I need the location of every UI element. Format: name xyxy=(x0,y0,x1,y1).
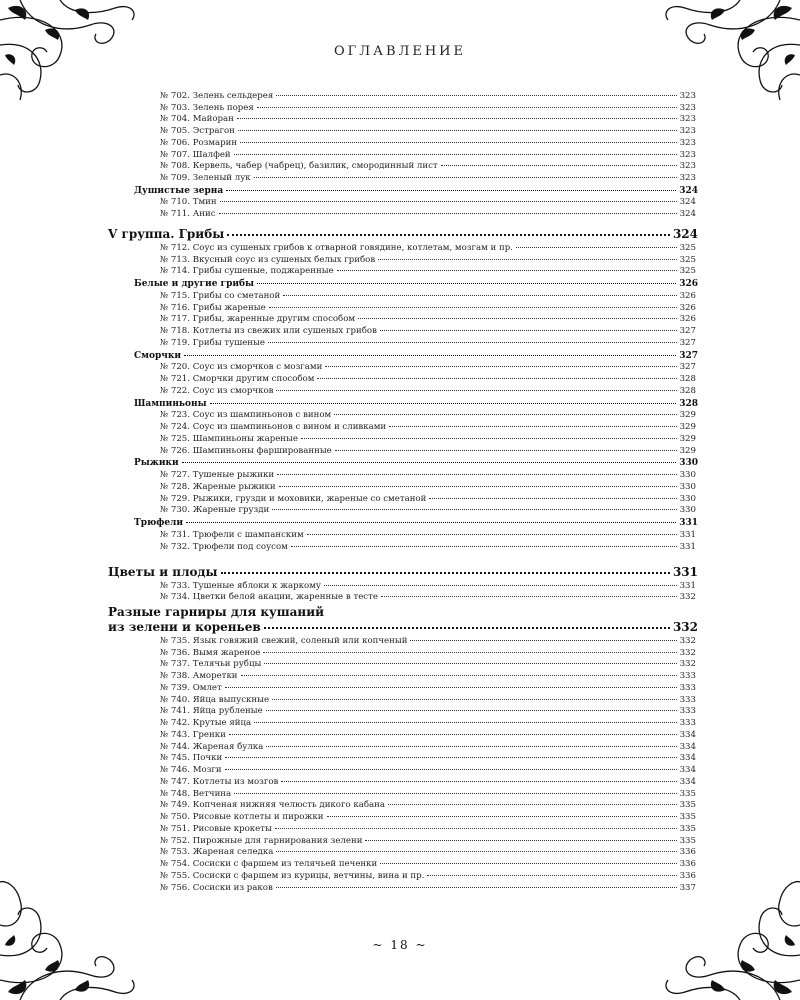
dot-leader xyxy=(283,295,676,296)
toc-entry xyxy=(160,836,696,846)
dot-leader xyxy=(279,486,677,487)
toc-entry xyxy=(160,326,696,336)
dot-leader xyxy=(325,366,676,367)
dot-leader xyxy=(301,438,677,439)
toc-entry-title: Шампиньоны xyxy=(134,398,207,409)
toc-entry-title: Душистые зерна xyxy=(134,185,224,196)
toc-page-number: 328 xyxy=(679,374,696,384)
toc-entry-title: № 711. Анис xyxy=(160,209,216,219)
toc-page-number: 323 xyxy=(679,172,696,183)
toc-entry xyxy=(160,542,696,552)
toc-entry-title: Трюфели xyxy=(134,518,184,528)
toc-page-number: 337 xyxy=(679,882,696,893)
toc-entry xyxy=(160,173,696,183)
dot-leader xyxy=(337,270,677,271)
toc-entry xyxy=(160,291,696,301)
dot-leader xyxy=(186,522,676,523)
dot-leader xyxy=(264,663,676,664)
dot-leader xyxy=(221,572,670,574)
toc-entry-title: № 752. Пирожные для гарнирования зелени xyxy=(160,835,363,846)
toc-entry xyxy=(160,636,696,646)
toc-entry xyxy=(160,847,696,857)
dot-leader xyxy=(276,851,676,852)
dot-leader xyxy=(225,757,676,758)
toc-entry xyxy=(160,671,696,681)
toc-entry-title: № 707. Шалфей xyxy=(160,149,231,160)
toc-page-number: 324 xyxy=(672,227,698,241)
toc-subsection xyxy=(134,186,698,196)
toc-entry-title: № 738. Аморетки xyxy=(160,671,238,681)
toc-entry-title: № 720. Соус из сморчков с мозгами xyxy=(160,362,323,373)
toc-entry-title: № 712. Соус из сушеных грибов к отварной говядине, котлетам, мозгам и пр. xyxy=(160,242,513,253)
dot-leader xyxy=(264,627,670,629)
toc-entry xyxy=(160,103,696,113)
toc-entry-title: № 746. Мозги xyxy=(160,765,222,775)
dot-leader xyxy=(254,177,677,178)
toc-page-number: 326 xyxy=(679,279,698,289)
toc-page-number: 324 xyxy=(679,185,698,196)
dot-leader xyxy=(380,863,676,864)
toc-entry-title: № 740. Яйца выпускные xyxy=(160,694,270,705)
toc-entry-title: № 755. Сосиски с фаршем из курицы, ветчины, вина и пр. xyxy=(160,870,425,881)
corner-ornament-bottom-left xyxy=(0,870,140,1000)
dot-leader xyxy=(380,330,677,331)
toc-entry xyxy=(160,303,696,313)
dot-leader xyxy=(237,118,677,119)
toc-page-number: 324 xyxy=(679,209,696,219)
toc-entry xyxy=(160,800,696,810)
dot-leader xyxy=(263,652,676,653)
dot-leader xyxy=(275,828,677,829)
toc-page-number: 332 xyxy=(679,647,696,658)
toc-page-number: 331 xyxy=(672,565,698,579)
dot-leader xyxy=(429,498,676,499)
toc-page-number: 329 xyxy=(679,433,696,444)
toc-entry-title: № 718. Котлеты из свежих или сушеных грибов xyxy=(160,326,377,336)
toc-entry-title: № 715. Грибы со сметаной xyxy=(160,290,281,301)
toc-entry xyxy=(160,362,696,372)
toc-entry xyxy=(160,859,696,869)
dot-leader xyxy=(227,234,670,236)
toc-entry xyxy=(160,255,696,265)
toc-entry-title: № 727. Тушеные рыжики xyxy=(160,470,275,480)
toc-entry-title: № 721. Сморчки другим способом xyxy=(160,374,315,384)
toc-subsection xyxy=(134,279,698,289)
toc-entry-title: № 714. Грибы сушеные, поджаренные xyxy=(160,266,334,277)
toc-entry xyxy=(160,683,696,693)
toc-entry xyxy=(160,314,696,324)
dot-leader xyxy=(281,781,676,782)
toc-entry xyxy=(160,659,696,669)
dot-leader xyxy=(291,546,677,547)
dot-leader xyxy=(220,201,677,202)
dot-leader xyxy=(276,390,676,391)
toc-entry xyxy=(160,161,696,171)
toc-entry xyxy=(160,410,696,420)
toc-entry xyxy=(160,765,696,775)
dot-leader xyxy=(234,154,677,155)
toc-entry-title: № 732. Трюфели под соусом xyxy=(160,541,288,552)
toc-page-number: 336 xyxy=(679,870,696,881)
toc-page-number: 328 xyxy=(679,398,698,409)
toc-page-number: 325 xyxy=(679,254,696,265)
toc-entry xyxy=(160,505,696,515)
toc-entry-title: № 708. Кервель, чабер (чабрец), базилик, смородинный лист xyxy=(160,161,438,172)
toc-entry-title: № 735. Язык говяжий свежий, соленый или копченый xyxy=(160,635,408,646)
toc-entry-title: Рыжики xyxy=(134,458,179,469)
toc-entry xyxy=(160,91,696,101)
toc-section xyxy=(108,565,698,579)
toc-entry xyxy=(160,530,696,540)
toc-entry-title: № 747. Котлеты из мозгов xyxy=(160,776,279,787)
toc-entry-title: № 709. Зеленый лук xyxy=(160,172,251,183)
dot-leader xyxy=(410,640,676,641)
toc-page-number: 334 xyxy=(679,765,696,775)
toc-page-number: 327 xyxy=(679,362,696,373)
dot-leader xyxy=(257,283,676,284)
toc-entry xyxy=(160,114,696,124)
toc-entry xyxy=(160,338,696,348)
dot-leader xyxy=(272,509,676,510)
dot-leader xyxy=(516,247,677,248)
toc-entry xyxy=(160,243,696,253)
toc-page-number: 335 xyxy=(679,788,696,799)
toc-entry-title: № 704. Майоран xyxy=(160,114,234,125)
toc-page-number: 331 xyxy=(679,518,698,528)
toc-section xyxy=(108,620,698,634)
toc-entry xyxy=(160,386,696,396)
toc-entry xyxy=(160,695,696,705)
toc-page-number: 335 xyxy=(679,823,696,834)
toc-entry-title: № 702. Зелень сельдерея xyxy=(160,91,274,101)
toc-entry xyxy=(160,494,696,504)
toc-page-number: 330 xyxy=(679,481,696,492)
dot-leader xyxy=(226,190,676,191)
toc-page-number: 328 xyxy=(679,385,696,396)
dot-leader xyxy=(254,722,676,723)
toc-page-number: 323 xyxy=(679,126,696,137)
toc-page-number: 332 xyxy=(679,635,696,646)
toc-entry-title: № 726. Шампиньоны фаршированные xyxy=(160,445,332,456)
toc-page-number: 334 xyxy=(679,776,696,787)
toc-entry-title: № 731. Трюфели с шампанским xyxy=(160,529,304,540)
toc-page-number: 329 xyxy=(679,410,696,421)
dot-leader xyxy=(307,534,677,535)
dot-leader xyxy=(272,699,677,700)
dot-leader xyxy=(268,342,677,343)
dot-leader xyxy=(234,793,676,794)
toc-page-number: 323 xyxy=(679,91,696,101)
dot-leader xyxy=(210,403,677,404)
toc-entry-title: № 706. Розмарин xyxy=(160,137,238,148)
toc-entry xyxy=(160,470,696,480)
toc-page-number: 333 xyxy=(679,706,696,717)
toc-entry-title: № 754. Сосиски с фаршем из телячьей печенки xyxy=(160,859,378,869)
toc-page-number: 333 xyxy=(679,718,696,728)
toc-entry xyxy=(160,706,696,716)
toc-page-number: 326 xyxy=(679,314,696,325)
toc-entry-title: № 743. Гренки xyxy=(160,729,226,740)
toc-section-heading: Разные гарниры для кушаний xyxy=(108,605,324,619)
dot-leader xyxy=(441,165,677,166)
dot-leader xyxy=(381,596,677,597)
toc-page-number: 326 xyxy=(679,302,696,313)
toc-page-number: 323 xyxy=(679,149,696,160)
toc-page-number: 325 xyxy=(679,266,696,277)
toc-entry xyxy=(160,883,696,893)
toc-entry xyxy=(160,718,696,728)
toc-entry xyxy=(160,777,696,787)
toc-entry xyxy=(160,446,696,456)
toc-subsection xyxy=(134,351,698,361)
toc-page-number: 331 xyxy=(679,580,696,591)
dot-leader xyxy=(225,769,677,770)
toc-page-number: 330 xyxy=(679,458,698,469)
page-title: ОГЛАВЛЕНИЕ xyxy=(333,44,466,59)
toc-entry-title: № 725. Шампиньоны жареные xyxy=(160,433,298,444)
page-number: ~ 18 ~ xyxy=(372,938,428,952)
toc-entry xyxy=(160,581,696,591)
dot-leader xyxy=(358,318,677,319)
toc-entry xyxy=(160,422,696,432)
toc-entry-title: № 703. Зелень порея xyxy=(160,102,254,113)
toc-entry-title: № 719. Грибы тушеные xyxy=(160,337,265,348)
toc-entry xyxy=(160,730,696,740)
toc-page-number: 334 xyxy=(679,729,696,740)
toc-page-number: 332 xyxy=(672,620,698,634)
toc-page-number: 327 xyxy=(679,350,698,361)
toc-entry-title: V группа. Грибы xyxy=(108,227,225,241)
dot-leader xyxy=(182,462,676,463)
toc-entry-title: № 730. Жареные грузди xyxy=(160,505,270,516)
toc-page-number: 324 xyxy=(679,197,696,208)
toc-page-number: 332 xyxy=(679,659,696,670)
dot-leader xyxy=(389,426,676,427)
toc-entry xyxy=(160,266,696,276)
toc-entry-title: Белые и другие грибы xyxy=(134,279,255,289)
toc-entry xyxy=(160,197,696,207)
toc-page-number: 336 xyxy=(679,847,696,858)
toc-section xyxy=(108,227,698,241)
dot-leader xyxy=(238,130,677,131)
toc-entry-title: № 728. Жареные рыжики xyxy=(160,481,276,492)
toc-page-number: 327 xyxy=(679,337,696,348)
toc-page-number: 327 xyxy=(679,326,696,336)
toc-entry-title: Цветы и плоды xyxy=(108,565,218,579)
dot-leader xyxy=(276,95,676,96)
toc-entry-title: № 756. Сосиски из раков xyxy=(160,882,273,893)
toc-entry-title: № 705. Эстрагон xyxy=(160,126,235,137)
dot-leader xyxy=(184,355,676,356)
dot-leader xyxy=(266,746,676,747)
toc-entry xyxy=(160,789,696,799)
toc-entry-title: № 745. Почки xyxy=(160,753,223,764)
toc-entry xyxy=(160,812,696,822)
toc-page-number: 323 xyxy=(679,137,696,148)
toc-subsection xyxy=(134,399,698,409)
toc-entry xyxy=(160,482,696,492)
toc-entry-title: № 724. Соус из шампиньонов с вином и сливками xyxy=(160,422,387,432)
toc-page-number: 330 xyxy=(679,493,696,504)
toc-subsection xyxy=(134,518,698,528)
toc-page-number: 335 xyxy=(679,835,696,846)
toc-entry-title: № 753. Жареная селедка xyxy=(160,847,274,858)
toc-entry-title: Сморчки xyxy=(134,350,182,361)
toc-entry xyxy=(160,592,696,602)
toc-entry-title: № 710. Тмин xyxy=(160,197,217,208)
toc-entry xyxy=(160,824,696,834)
dot-leader xyxy=(388,804,677,805)
toc-page-number: 332 xyxy=(679,592,696,602)
dot-leader xyxy=(219,213,677,214)
toc-page-number: 323 xyxy=(679,161,696,172)
dot-leader xyxy=(266,710,677,711)
dot-leader xyxy=(241,675,677,676)
toc-page-number: 330 xyxy=(679,505,696,516)
toc-subsection xyxy=(134,458,698,468)
toc-page-number: 326 xyxy=(679,290,696,301)
toc-entry xyxy=(160,434,696,444)
toc-entry-title: № 713. Вкусный соус из сушеных белых грибов xyxy=(160,254,376,265)
dot-leader xyxy=(427,875,676,876)
toc-page-number: 335 xyxy=(679,800,696,811)
toc-page-number: 323 xyxy=(679,102,696,113)
dot-leader xyxy=(240,142,676,143)
toc-page-number: 333 xyxy=(679,671,696,681)
toc-entry xyxy=(160,742,696,752)
dot-leader xyxy=(334,414,676,415)
toc-entry xyxy=(160,871,696,881)
toc-entry-title: № 723. Соус из шампиньонов с вином xyxy=(160,410,332,421)
toc-entry-title: № 737. Телячьи рубцы xyxy=(160,659,262,670)
dot-leader xyxy=(257,107,677,108)
dot-leader xyxy=(365,840,676,841)
toc-entry xyxy=(160,648,696,658)
toc-entry-title: № 741. Яйца рубленые xyxy=(160,706,263,717)
toc-page-number: 333 xyxy=(679,694,696,705)
toc-page-number: 334 xyxy=(679,753,696,764)
toc-page-number: 334 xyxy=(679,741,696,752)
toc-page-number: 323 xyxy=(679,114,696,125)
toc-page-number: 333 xyxy=(679,682,696,693)
toc-page-number: 336 xyxy=(679,859,696,869)
dot-leader xyxy=(378,259,676,260)
dot-leader xyxy=(335,450,677,451)
toc-page-number: 331 xyxy=(679,541,696,552)
toc-entry-title: № 729. Рыжики, грузди и моховики, жареные со сметаной xyxy=(160,493,427,504)
dot-leader xyxy=(229,734,677,735)
toc-entry-title: № 744. Жареная булка xyxy=(160,741,264,752)
dot-leader xyxy=(276,887,677,888)
toc-entry-title: № 736. Вымя жареное xyxy=(160,647,261,658)
toc-page-number: 329 xyxy=(679,422,696,432)
dot-leader xyxy=(324,585,677,586)
toc-entry-title: № 750. Рисовые котлеты и пирожки xyxy=(160,812,324,822)
dot-leader xyxy=(269,307,677,308)
toc-entry-title: № 722. Соус из сморчков xyxy=(160,385,274,396)
dot-leader xyxy=(277,474,677,475)
toc-entry-title: № 716. Грибы жареные xyxy=(160,302,266,313)
toc-entry-title: № 717. Грибы, жаренные другим способом xyxy=(160,314,356,325)
toc-entry-title: № 739. Омлет xyxy=(160,682,222,693)
toc-entry-title: № 742. Крутые яйца xyxy=(160,718,252,728)
dot-leader xyxy=(327,816,677,817)
toc-entry-title: № 733. Тушеные яблоки к жаркому xyxy=(160,580,321,591)
toc-entry xyxy=(160,374,696,384)
toc-page-number: 325 xyxy=(679,242,696,253)
toc-page-number: 335 xyxy=(679,812,696,822)
dot-leader xyxy=(317,378,676,379)
dot-leader xyxy=(225,687,677,688)
toc-entry-title: № 749. Копченая нижняя челюсть дикого кабана xyxy=(160,800,386,811)
toc-page-number: 329 xyxy=(679,445,696,456)
toc-entry xyxy=(160,753,696,763)
toc-entry-title: из зелени и кореньев xyxy=(108,620,261,634)
toc-page-number: 331 xyxy=(679,529,696,540)
toc-entry xyxy=(160,138,696,148)
toc-entry xyxy=(160,126,696,136)
toc-page-number: 330 xyxy=(679,470,696,480)
toc-entry-title: № 748. Ветчина xyxy=(160,788,232,799)
toc-entry xyxy=(160,150,696,160)
toc-entry xyxy=(160,209,696,219)
toc-entry-title: № 751. Рисовые крокеты xyxy=(160,823,272,834)
toc-entry-title: № 734. Цветки белой акации, жаренные в тесте xyxy=(160,592,378,602)
